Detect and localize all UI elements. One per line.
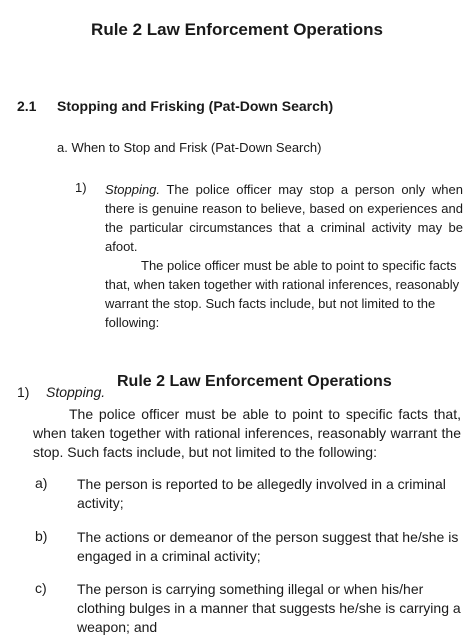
list-label-c: c) — [35, 580, 47, 596]
page-title-2: Rule 2 Law Enforcement Operations — [117, 373, 392, 390]
item-term-2: Stopping. — [46, 384, 106, 400]
item-number: 1) — [75, 180, 87, 195]
section-title: Stopping and Frisking (Pat-Down Search) — [57, 98, 334, 114]
list-item-b: The actions or demeanor of the person suggest that he/she is engaged in a criminal activity; — [77, 529, 459, 564]
list-item-c: The person is carrying something illegal or when his/her clothing bulges in a manner that suggests he/she is carrying a weapon; and — [77, 581, 461, 635]
section-number: 2.1 — [17, 98, 37, 114]
item-term: Stopping. — [105, 182, 160, 197]
subsection-heading: a. When to Stop and Frisk (Pat-Down Search) — [57, 140, 322, 155]
paragraph: The police officer must be able to point to specific facts that, when taken together with rational inferences, reasonably warrant the stop. Such facts include, but not limited to the following: — [105, 258, 460, 330]
list-label-b: b) — [35, 528, 48, 544]
list-item-a: The person is reported to be allegedly involved in a criminal activity; — [77, 476, 446, 511]
item-number-2: 1) — [17, 384, 30, 400]
paragraph-2: The police officer must be able to point to specific facts that, when taken together with rational inferences, reasonably warrant the stop. Such facts include, but not limited to the following: — [33, 406, 461, 460]
item-body — [105, 180, 463, 256]
item-text: The police officer may stop a person only when there is genuine reason to believe, based on experiences and the particular circumstances that a criminal activity may be afoot. — [105, 182, 463, 254]
list-label-a: a) — [35, 475, 48, 491]
page-title: Rule 2 Law Enforcement Operations — [91, 20, 383, 39]
